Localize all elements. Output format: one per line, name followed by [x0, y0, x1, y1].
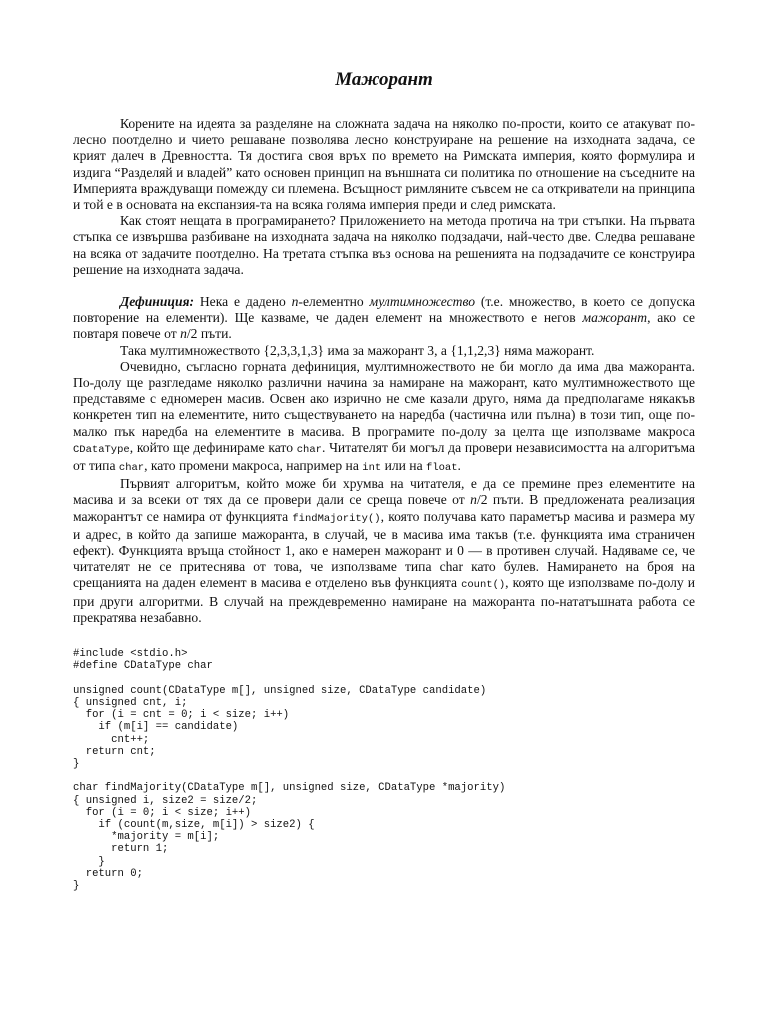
- representation-paragraph: Очевидно, съгласно горната дефиниция, мултимножеството не би могло да има два мажоранта. По-долу ще разгледаме няколко различни начина за намиране на мажорант, като мултимножеството ще представяме с едномерен масив. Освен ако изрично не сме казали друго, няма да предполагаме някакъв конкретен тип на елементите, нито съществуването на наредба (частична или пълна) в този тип, още по-малко пък наредба на елементите в масива. В програмите по-долу за целта ще използваме макроса CDataType, който ще дефинираме като char. Читателят би могъл да провери независимостта на алгоритъма от типа char, като промени макроса, например на int или на float.: [73, 358, 695, 475]
- majorant-term: мажорант: [582, 310, 648, 326]
- inline-code: CDataType: [73, 443, 130, 456]
- intro-paragraph: Корените на идеята за разделяне на сложната задача на няколко по-прости, които се атакуват по-лесно поотделно и чието решаване позволява лесно конструиране на решение на изходната задача, се крият далеч в Древността. Тя достига своя връх по времето на Римската империя, която формулира и издига “Разделяй и владей” като основен принцип на външната си политика по отношение на съседните на Империята враждуващи помежду си племена. Всъщност римляните съвсем не са откриватели на принципа и той е в основата на експанзия-та на всяка голяма империя преди и след римската.: [73, 116, 695, 213]
- algorithm-paragraph: Първият алгоритъм, който може би хрумва на читателя, е да се премине през елементите на масива и за всеки от тях да се провери дали се среща повече от n/2 пъти. В предложената реализация мажорантът се намира от функцията findMajority(), която получава като параметър масива и размера му и адрес, в който да запише мажоранта, в случай, че в масива има такъв (т.е. функцията има страничен ефект). Функцията връща стойност 1, ако е намерен мажорант и 0 — в противен случай. Надяваме се, че читателят не се притеснява от това, че използваме типа char като булев. Намирането на броя на срещанията на даден елемент в масива е отделено във функцията count(), която ще използваме по-долу и при други алгоритми. В случай на преждевременно намиране на мажоранта по-нататъшната работа се прекратява незабавно.: [73, 476, 695, 625]
- method-paragraph: Как стоят нещата в програмирането? Приложението на метода протича на три стъпки. На първата стъпка се извършва разбиване на изходната задача на няколко подзадачи, най-често две. Следва решаване на всяка от задачите поотделно. На третата стъпка въз основа на решенията на подзадачите се конструира решение на изходната задача.: [73, 213, 695, 277]
- definition-term: Дефиниция:: [120, 294, 195, 310]
- code-listing: #include <stdio.h> #define CDataType char unsigned count(CDataType m[], unsigned size, CDataType candidate) { unsigned cnt, i; for (i = cnt = 0; i < size; i++) if (m[i] == candidate) cnt++; return cnt; } char findMajority(CDataType m[], unsigned size, CDataType *majority) { unsigned i, size2 = size/2; for (i = 0; i < size; i++) if (count(m,size, m[i]) > size2) { *majority = m[i]; return 1; } return 0; }: [73, 648, 506, 892]
- page-title: Мажорант: [335, 69, 433, 90]
- example-paragraph: Така мултимножеството {2,3,3,1,3} има за мажорант 3, а {1,1,2,3} няма мажорант.: [120, 342, 595, 358]
- inline-code: count(): [461, 579, 506, 592]
- inline-code: int: [362, 462, 382, 475]
- inline-code: char: [118, 462, 145, 475]
- inline-code: float: [426, 462, 458, 475]
- inline-code: findMajority(): [292, 512, 381, 525]
- multiset-term: мултимножество: [369, 294, 475, 310]
- definition-paragraph: Дефиниция: Нека е дадено n-елементно мултимножество (т.е. множество, в което се допуска повторение на елементи). Ще казваме, че даден елемент на множеството е негов мажорант, ако се повтаря повече от n/2 пъти.: [73, 294, 696, 342]
- inline-code: char: [296, 443, 322, 456]
